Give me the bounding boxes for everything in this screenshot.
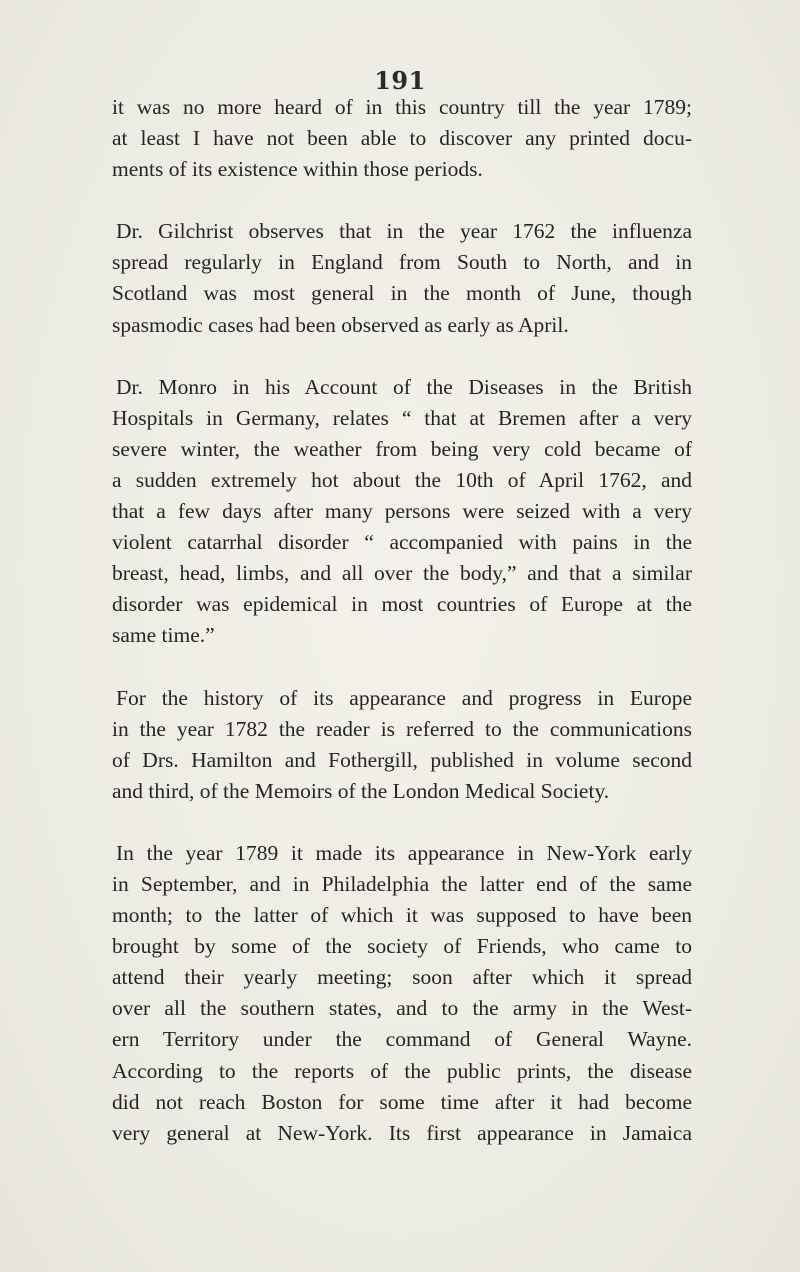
text-line: and third, of the Memoirs of the London Medical Society. (112, 778, 610, 803)
text-line: In the year 1789 it made its appearance in New-York early (116, 840, 692, 865)
page-number: 191 (374, 66, 426, 95)
text-line: very general at New-York. Its first appearance in Jamaica (112, 1120, 692, 1145)
text-line: breast, head, limbs, and all over the body,” and that a similar (112, 561, 692, 586)
text-line: severe winter, the weather from being very cold became of (112, 436, 692, 461)
text-line: did not reach Boston for some time after it had become (112, 1089, 692, 1114)
text-line: it was no more heard of in this country till the year 1789; (112, 95, 692, 119)
paragraph (112, 372, 692, 652)
paragraph (112, 216, 692, 340)
text-line: of Drs. Hamilton and Fothergill, published in volume second (112, 747, 692, 772)
text-line: ern Territory under the command of General Wayne. (112, 1027, 692, 1052)
paragraph (112, 683, 692, 807)
text-line: Dr. Gilchrist observes that in the year 1762 the influenza (116, 219, 692, 244)
body-text (112, 92, 692, 1149)
text-line: attend their yearly meeting; soon after which it spread (112, 965, 692, 990)
text-line: same time.” (112, 623, 215, 648)
text-line: According to the reports of the public prints, the disease (112, 1058, 692, 1083)
text-line: over all the southern states, and to the army in the West- (112, 996, 692, 1021)
text-line: spread regularly in England from South to North, and in (112, 250, 692, 275)
text-line: For the history of its appearance and progress in Europe (116, 685, 692, 710)
text-line: brought by some of the society of Friends, who came to (112, 934, 692, 959)
text-line: disorder was epidemical in most countries of Europe at the (112, 592, 692, 617)
text-line: in the year 1782 the reader is referred to the communications (112, 716, 692, 741)
text-line: at least I have not been able to discover any printed docu- (112, 126, 692, 151)
text-line: in September, and in Philadelphia the latter end of the same (112, 871, 692, 896)
text-line: Dr. Monro in his Account of the Diseases in the British (116, 374, 692, 399)
paragraph (112, 838, 692, 1149)
text-line: ments of its existence within those periods. (112, 157, 483, 182)
text-line: that a few days after many persons were seized with a very (112, 499, 692, 524)
paragraph (112, 92, 692, 185)
text-line: spasmodic cases had been observed as early as April. (112, 312, 569, 337)
text-line: violent catarrhal disorder “ accompanied with pains in the (112, 530, 692, 555)
text-line: month; to the latter of which it was supposed to have been (112, 903, 692, 928)
text-line: Hospitals in Germany, relates “ that at Bremen after a very (112, 405, 692, 430)
text-line: Scotland was most general in the month of June, though (112, 281, 692, 306)
text-line: a sudden extremely hot about the 10th of April 1762, and (112, 467, 692, 492)
